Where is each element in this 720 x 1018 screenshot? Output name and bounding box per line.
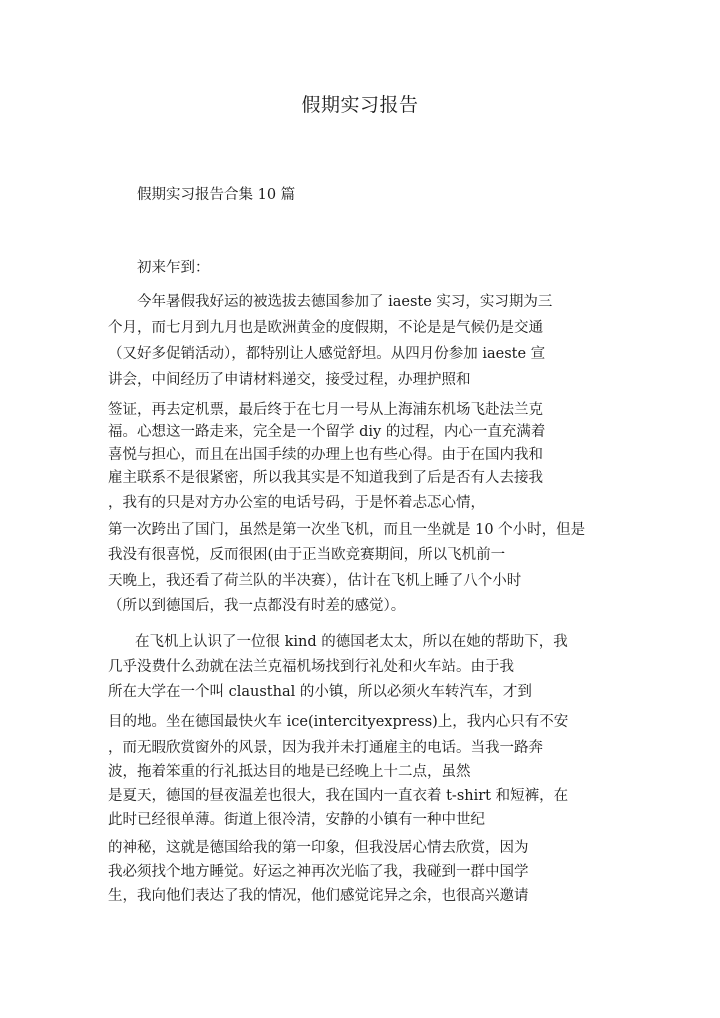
body-line: 所在大学在一个叫 clausthal 的小镇，所以必须火车转汽车，才到 bbox=[108, 684, 532, 700]
body-line: ，我有的只是对方办公室的电话号码，于是怀着忐忑心情， bbox=[108, 495, 485, 511]
body-line: 喜悦与担心，而且在出国手续的办理上也有些心得。由于在国内我和 bbox=[108, 447, 543, 463]
body-line: 我必须找个地方睡觉。好运之神再次光临了我，我碰到一群中国学 bbox=[108, 864, 529, 880]
body-line: 此时已经很单薄。街道上很冷清，安静的小镇有一种中世纪 bbox=[108, 812, 485, 828]
body-line: 几乎没费什么劲就在法兰克福机场找到行礼处和火车站。由于我 bbox=[108, 659, 514, 675]
body-line: 生，我向他们表达了我的情况，他们感觉诧异之余，也很高兴邀请 bbox=[108, 888, 529, 904]
document-subtitle: 假期实习报告合集 10 篇 bbox=[137, 187, 296, 203]
body-line: （又好多促销活动），都特别让人感觉舒坦。从四月份参加 iaeste 宣 bbox=[108, 346, 546, 362]
body-line: 福。心想这一路走来，完全是一个留学 diy 的过程，内心一直充满着 bbox=[108, 424, 546, 440]
body-line: 天晚上，我还看了荷兰队的半决赛），估计在飞机上睡了八个小时 bbox=[108, 573, 522, 589]
body-line: 签证，再去定机票，最后终于在七月一号从上海浦东机场飞赴法兰克 bbox=[108, 402, 543, 418]
body-line: 在飞机上认识了一位很 kind 的德国老太太，所以在她的帮助下，我 bbox=[135, 634, 568, 650]
body-line: 个月，而七月到九月也是欧洲黄金的度假期，不论是是气候仍是交通 bbox=[108, 320, 543, 336]
body-line: 的神秘，这就是德国给我的第一印象，但我没居心情去欣赏，因为 bbox=[108, 840, 529, 856]
body-line: （所以到德国后，我一点都没有时差的感觉）。 bbox=[108, 598, 406, 614]
body-line: 雇主联系不是很紧密，所以我其实是不知道我到了后是否有人去接我 bbox=[108, 470, 543, 486]
body-line: 第一次跨出了国门，虽然是第一次坐飞机，而且一坐就是 10 个小时，但是 bbox=[108, 522, 586, 538]
body-line: 讲会，中间经历了申请材料递交，接受过程，办理护照和 bbox=[108, 372, 471, 388]
section-heading: 初来乍到： bbox=[137, 260, 210, 276]
body-line: 我没有很喜悦，反而很困(由于正当欧竞赛期间，所以飞机前一 bbox=[108, 547, 506, 563]
body-line: 目的地。坐在德国最快火车 ice(intercityexpress)上，我内心只有不安 bbox=[108, 714, 569, 730]
body-line: 波，拖着笨重的行礼抵达目的地是已经晚上十二点，虽然 bbox=[108, 764, 471, 780]
document-title: 假期实习报告 bbox=[301, 94, 419, 116]
body-line: 今年暑假我好运的被选拔去德国参加了 iaeste 实习，实习期为三 bbox=[137, 294, 553, 310]
body-line: 是夏天，德国的昼夜温差也很大，我在国内一直衣着 t-shirt 和短裤，在 bbox=[108, 788, 569, 804]
body-line: ，而无暇欣赏窗外的风景，因为我并未打通雇主的电话。当我一路奔 bbox=[108, 740, 543, 756]
